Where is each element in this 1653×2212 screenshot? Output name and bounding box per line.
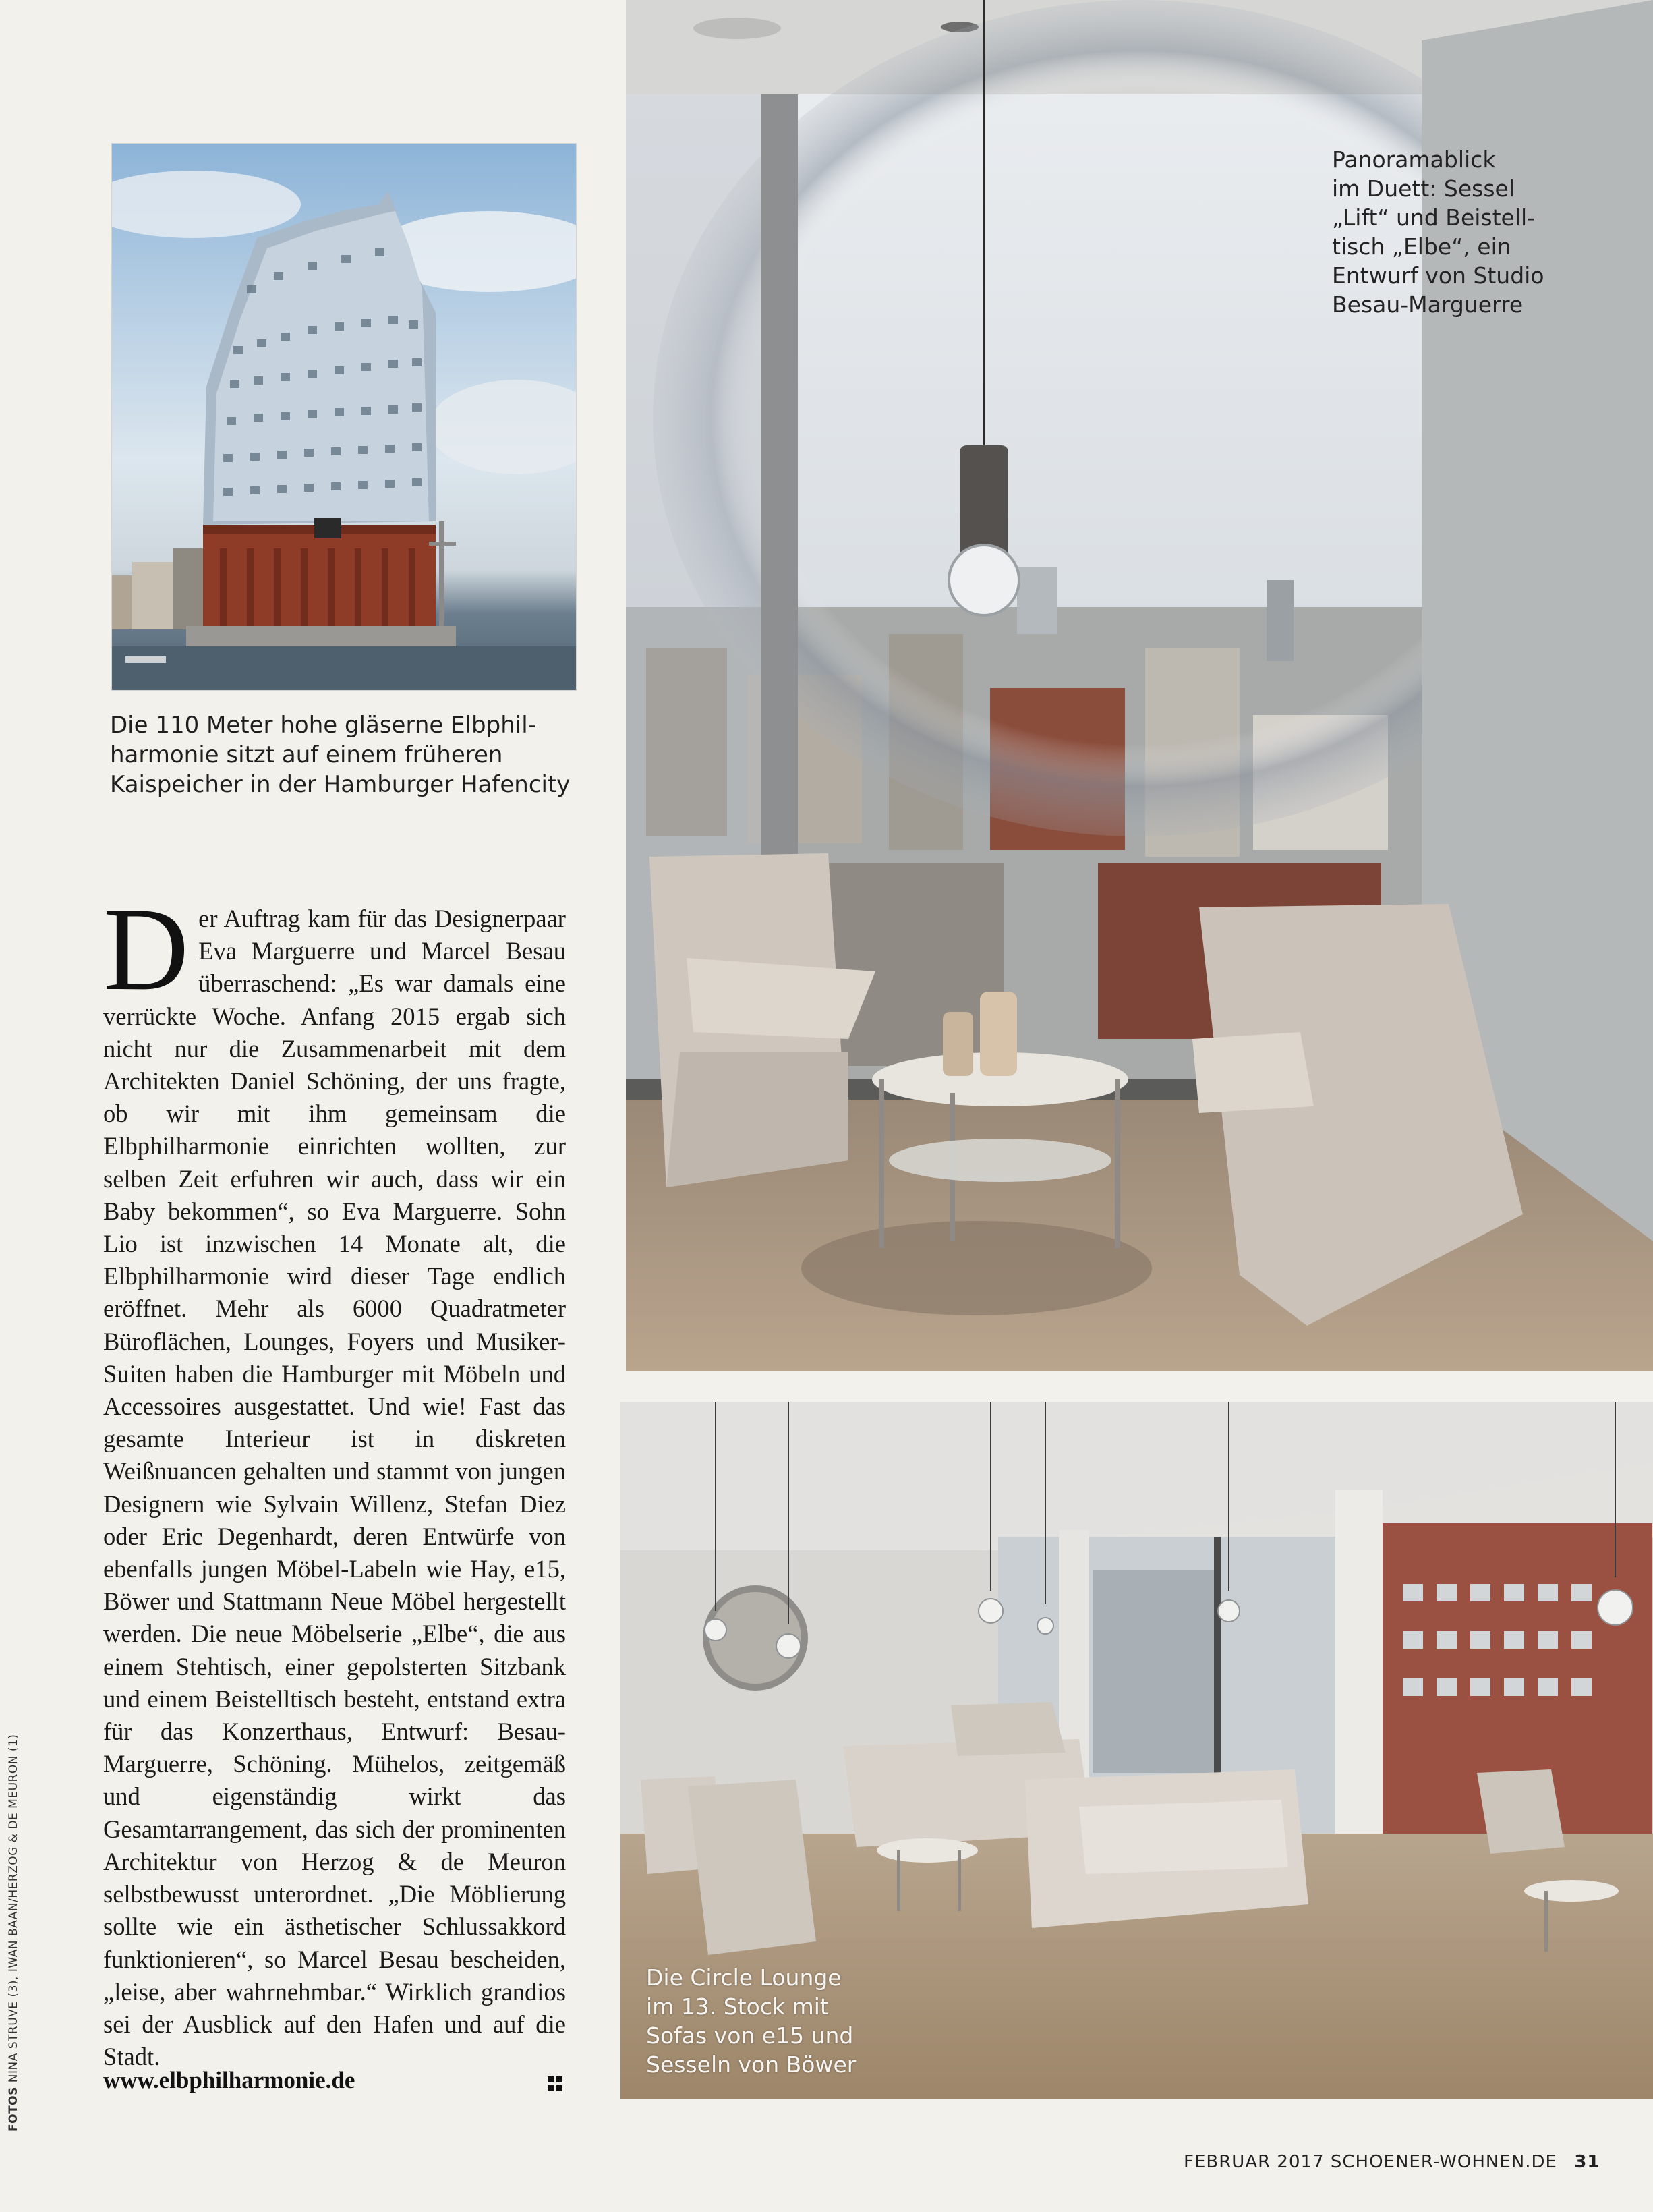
photo-credit bbox=[7, 1734, 20, 2132]
circle-lounge-caption: Die Circle Lounge im 13. Stock mit Sofas von e15 und Sesseln von Böwer bbox=[646, 1964, 857, 2078]
elbphilharmonie-illustration bbox=[112, 144, 576, 690]
photo-credit-label: FOTOS bbox=[7, 2087, 20, 2132]
elbphilharmonie-photo bbox=[111, 143, 577, 691]
article-body bbox=[103, 884, 566, 2073]
page-number: 31 bbox=[1574, 2152, 1600, 2172]
article-paragraph: er Auftrag kam für das Designerpaar Eva Marguerre und Marcel Besau überraschend: „Es war damals eine verrückte Woche. Anfang 2015 ergab sich nicht nur die Zusammenarbeit mit dem Architekten Daniel Schöning, der uns fragte, ob wir mit ihm gemeinsam die Elbphilharmonie einrichten wollten, zur selben Zeit erfuhren wir auch, dass wir ein Baby bekommen“, so Eva Marguerre. Sohn Lio ist inzwischen 14 Monate alt, die Elbphilharmonie wird dieser Tage endlich eröffnet. Mehr als 6000 Quadratmeter Büroflächen, Lounges, Foyers und Musiker-Suiten haben die Hamburger mit Möbeln und Accessoires ausgestattet. Und wie! Fast das gesamte Interieur ist in diskreten Weißnuancen gehalten und stammt von jungen Designern wie Sylvain Willenz, Stefan Diez oder Eric Degenhardt, deren Entwürfe von ebenfalls jungen Möbel-Labeln wie Hay, e15, Böwer und Stattmann Neue Möbel hergestellt werden. Die neue Möbelserie „Elbe“, die aus einem Stehtisch, einer gepolsterten Sitzbank und einem Beistelltisch besteht, entstand extra für das Konzerthaus, Entwurf: Besau-Marguerre, Schöning. Mühelos, zeitgemäß und eigenständig wirkt das Gesamtarrangement, das sich der prominenten Architektur von Herzog & de Meuron selbstbewusst unterordnet. „Die Möblierung sollte wie ein ästhetischer Schlussakkord funktionieren“, so Marcel Besau bescheiden, „leise, aber wahrnehmbar.“ Wirklich grandios sei der Ausblick auf den Hafen und auf die Stadt. bbox=[103, 905, 566, 2071]
footer-site: SCHOENER-WOHNEN.DE bbox=[1330, 2152, 1557, 2172]
dropcap: D bbox=[103, 884, 190, 1015]
elbphilharmonie-caption: Die 110 Meter hohe gläserne Elbphil- harmonie sitzt auf einem früheren Kaispeicher in der Hamburger Hafencity bbox=[110, 712, 571, 798]
article-url-link[interactable]: www.elbphilharmonie.de bbox=[103, 2067, 355, 2093]
photo-credit-text: NINA STRUVE (3), IWAN BAAN/HERZOG & DE MEURON (1) bbox=[7, 1734, 20, 2083]
footer-issue: FEBRUAR 2017 bbox=[1184, 2152, 1325, 2172]
panorama-caption: Panoramablick im Duett: Sessel „Lift“ und Beistell- tisch „Elbe“, ein Entwurf von Studio Besau-Marguerre bbox=[1332, 146, 1544, 318]
page-footer bbox=[1184, 2152, 1600, 2172]
end-of-article-icon bbox=[548, 2076, 562, 2091]
